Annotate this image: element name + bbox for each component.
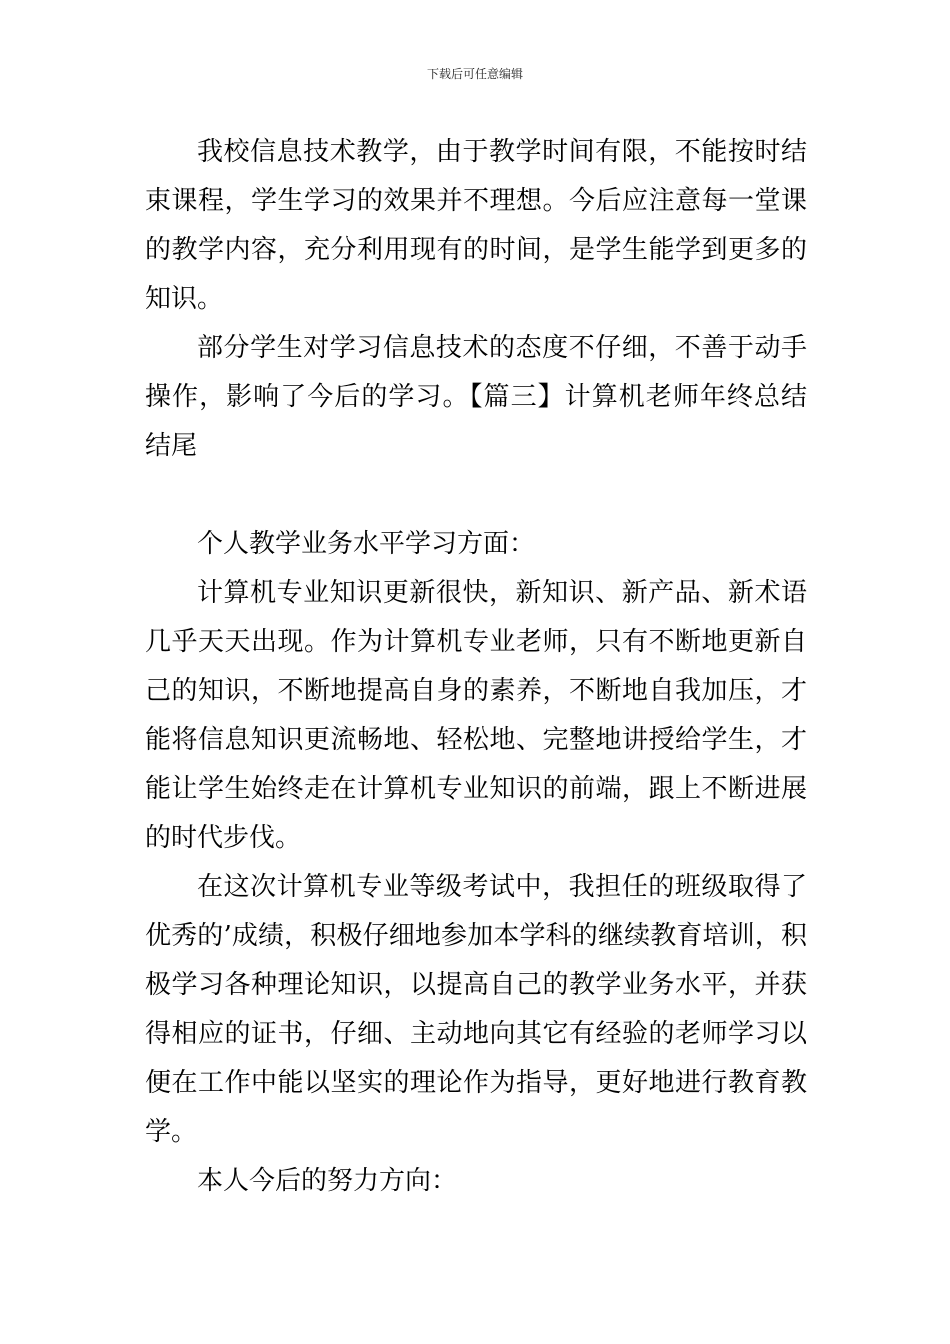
paragraph-future-direction: 本人今后的努力方向：	[197, 1166, 458, 1196]
paragraph-knowledge-update: 计算机专业知识更新很快，新知识、新产品、新术语几乎天天出现。作为计算机专业老师，只有不断地更新自己的知识，不断地提高自身的素养，不断地自我加压，才能将信息知识更流畅地、轻松地、完整地讲授给学生，才能让学生始终走在计算机专业知识的前端，跟上不断进展的时代步伐。	[145, 578, 807, 853]
paragraph-student-attitude: 部分学生对学习信息技术的态度不仔细，不善于动手操作，影响了今后的学习。【篇三】计算机老师年终总结结尾	[145, 333, 807, 461]
page-header: 下载后可任意编辑	[426, 67, 523, 81]
paragraph-teaching-time: 我校信息技术教学，由于教学时间有限，不能按时结束课程，学生学习的效果并不理想。今后应注意每一堂课的教学内容，充分利用现有的时间，是学生能学到更多的知识。	[145, 137, 807, 314]
paragraph-exam-results: 在这次计算机专业等级考试中，我担任的班级取得了优秀的’成绩，积极仔细地参加本学科的继续教育培训，积极学习各种理论知识，以提高自己的教学业务水平，并获得相应的证书，仔细、主动地向其它有经验的老师学习以便在工作中能以坚实的理论作为指导，更好地进行教育教学。	[145, 872, 807, 1147]
document-body	[145, 128, 807, 1206]
paragraph-section-heading: 个人教学业务水平学习方面：	[197, 529, 536, 559]
paragraph-gap	[145, 471, 807, 520]
